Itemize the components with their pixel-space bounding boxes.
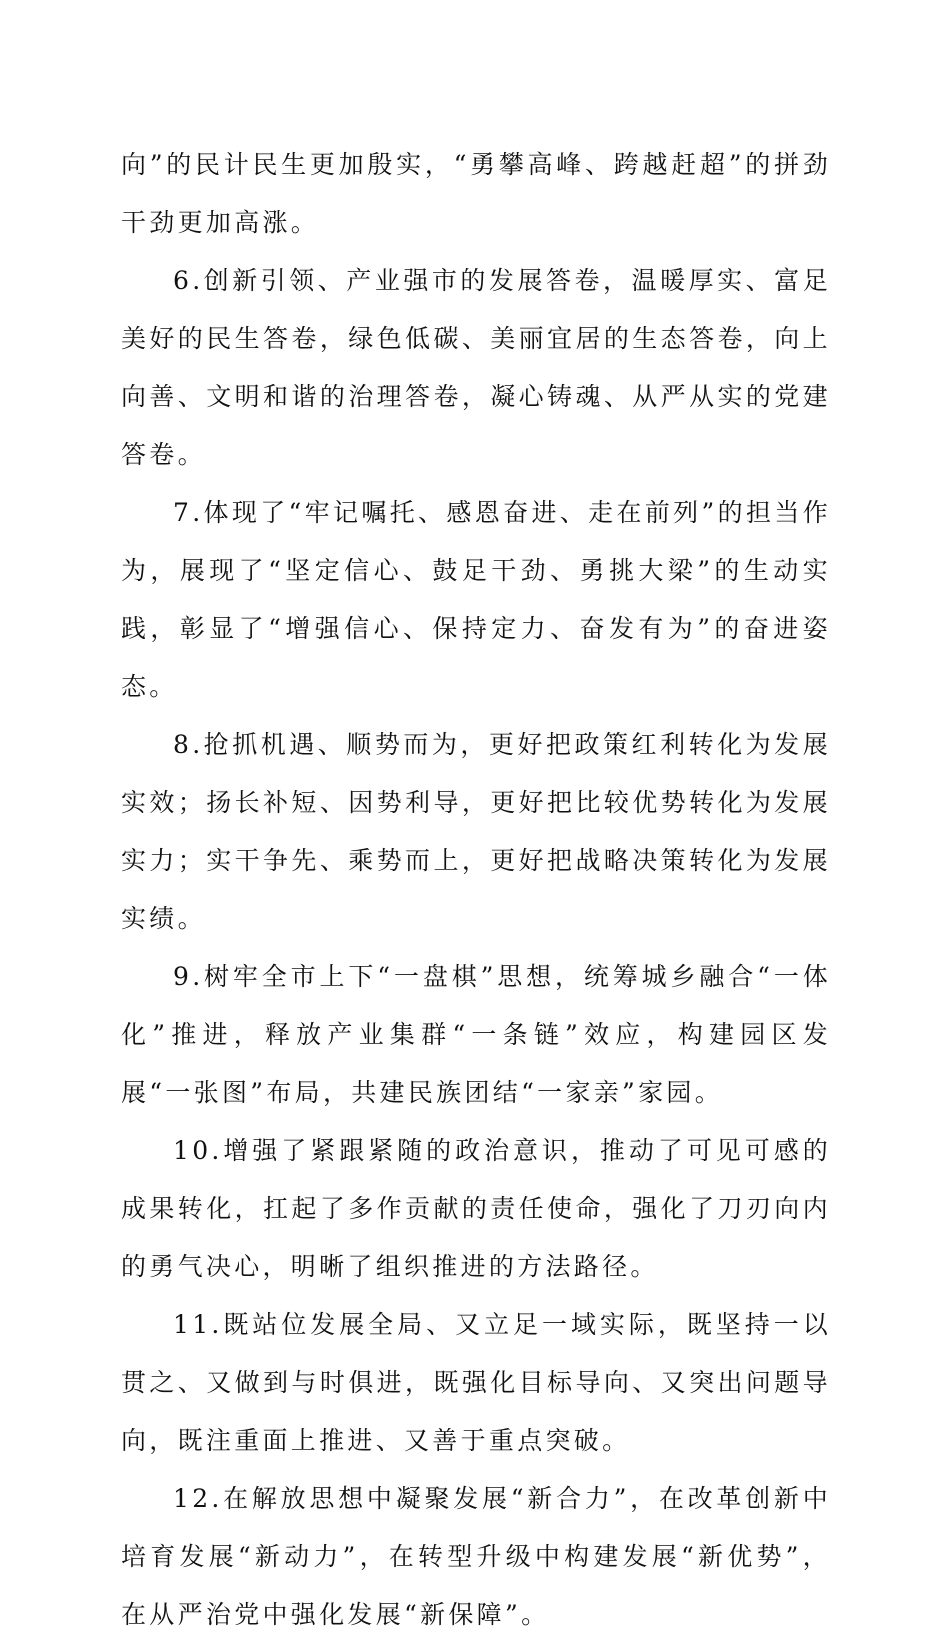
- paragraph-item-11: 11.既站位发展全局、又立足一域实际，既坚持一以贯之、又做到与时俱进，既强化目标导向、又突出问题导向，既注重面上推进、又善于重点突破。: [121, 1310, 831, 1455]
- paragraph-item-8: 8.抢抓机遇、顺势而为，更好把政策红利转化为发展实效；扬长补短、因势利导，更好把比较优势转化为发展实力；实干争先、乘势而上，更好把战略决策转化为发展实绩。: [121, 730, 831, 933]
- paragraph-item-12: 12.在解放思想中凝聚发展“新合力”，在改革创新中培育发展“新动力”，在转型升级中构建发展“新优势”，在从严治党中强化发展“新保障”。: [121, 1484, 831, 1629]
- paragraph-item-10: 10.增强了紧跟紧随的政治意识，推动了可见可感的成果转化，扛起了多作贡献的责任使命，强化了刀刃向内的勇气决心，明晰了组织推进的方法路径。: [121, 1136, 831, 1281]
- paragraph-item-9: 9.树牢全市上下“一盘棋”思想，统筹城乡融合“一体化”推进，释放产业集群“一条链”效应，构建园区发展“一张图”布局，共建民族团结“一家亲”家园。: [121, 962, 831, 1107]
- paragraph-item-6: 6.创新引领、产业强市的发展答卷，温暖厚实、富足美好的民生答卷，绿色低碳、美丽宜居的生态答卷，向上向善、文明和谐的治理答卷，凝心铸魂、从严从实的党建答卷。: [121, 266, 831, 469]
- paragraph-item-7: 7.体现了“牢记嘱托、感恩奋进、走在前列”的担当作为，展现了“坚定信心、鼓足干劲、勇挑大梁”的生动实践，彰显了“增强信心、保持定力、奋发有为”的奋进姿态。: [121, 498, 831, 701]
- paragraph-continuation: 向”的民计民生更加殷实，“勇攀高峰、跨越赶超”的拼劲干劲更加高涨。: [121, 150, 831, 237]
- document-page: [121, 136, 831, 1644]
